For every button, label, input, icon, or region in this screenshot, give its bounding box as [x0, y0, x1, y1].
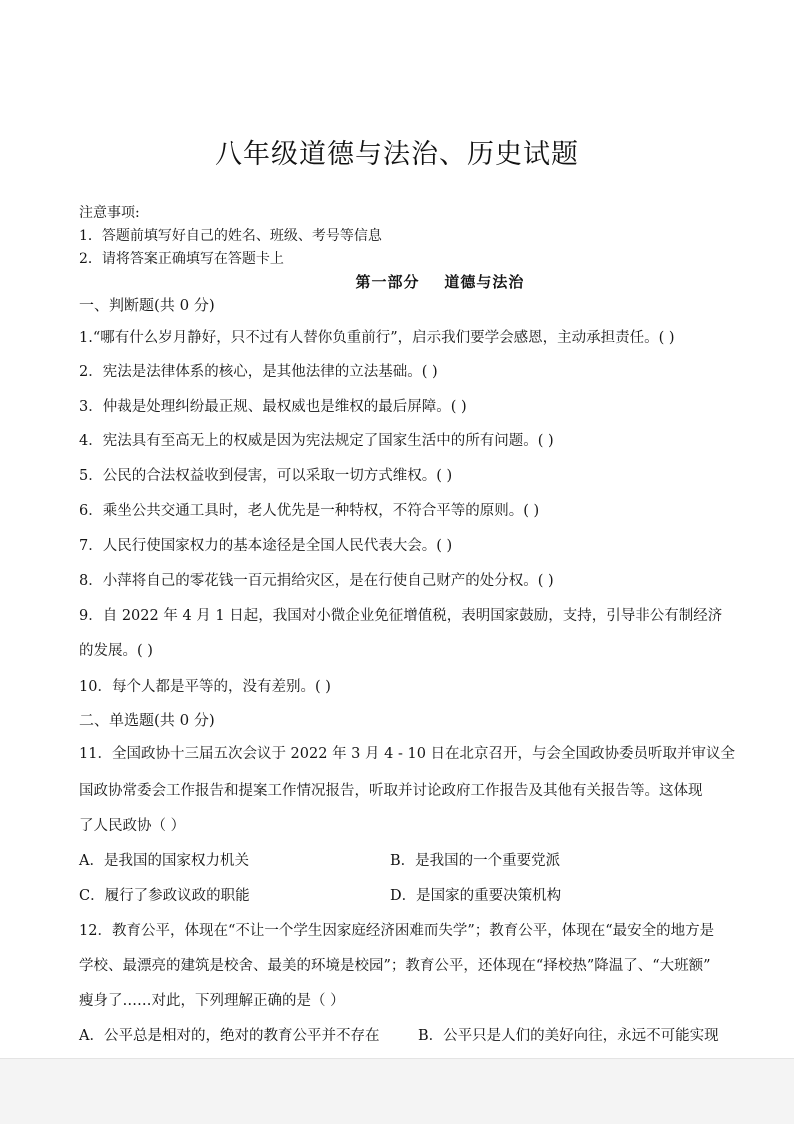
question-7: 7．人民行使国家权力的基本途径是全国人民代表大会。( ): [79, 538, 453, 554]
page-title: 八年级道德与法治、历史试题: [215, 139, 579, 170]
section2-heading: 二、单选题(共 0 分): [79, 711, 215, 729]
question-3: 3．仲裁是处理纠纷最正规、最权威也是维权的最后屏障。( ): [79, 399, 467, 415]
question-10: 10．每个人都是平等的，没有差别。( ): [79, 679, 331, 695]
question-6: 6．乘坐公共交通工具时，老人优先是一种特权，不符合平等的原则。( ): [79, 503, 540, 519]
question-8: 8．小萍将自己的零花钱一百元捐给灾区，是在行使自己财产的处分权。( ): [79, 573, 554, 589]
q11-option-d: D．是国家的重要决策机构: [390, 888, 562, 904]
notice-heading: 注意事项:: [79, 205, 140, 221]
question-9-line-1: 9．自 2022 年 4 月 1 日起，我国对小微企业免征增值税，表明国家鼓励，支持，引导非公有制经济: [79, 608, 723, 624]
question-4: 4．宪法具有至高无上的权威是因为宪法规定了国家生活中的所有问题。( ): [79, 433, 554, 449]
question-5: 5．公民的合法权益收到侵害，可以采取一切方式维权。( ): [79, 468, 453, 484]
section1-heading: 一、判断题(共 0 分): [79, 296, 215, 314]
question-11-line-1: 11．全国政协十三届五次会议于 2022 年 3 月 4 - 10 日在北京召开，与会全国政协委员听取并审议全: [79, 746, 736, 762]
question-11-line-3: 了人民政协（ ）: [79, 818, 186, 834]
part-title: 第一部分 道德与法治: [355, 273, 525, 291]
question-11-line-2: 国政协常委会工作报告和提案工作情况报告，听取并讨论政府工作报告及其他有关报告等。这体现: [79, 783, 703, 799]
question-9-line-2: 的发展。( ): [79, 643, 153, 659]
notice-item-1: 1．答题前填写好自己的姓名、班级、考号等信息: [79, 228, 382, 244]
question-12-line-2: 学校、最漂亮的建筑是校舍、最美的环境是校园”；教育公平，还体现在“择校热”降温了、“大班额”: [79, 958, 711, 974]
q11-option-a: A．是我国的国家权力机关: [79, 853, 249, 869]
question-12-line-3: 瘦身了……对此，下列理解正确的是（ ）: [79, 993, 345, 1009]
question-2: 2．宪法是法律体系的核心，是其他法律的立法基础。( ): [79, 364, 438, 380]
question-1: 1.“哪有什么岁月静好，只不过有人替你负重前行”，启示我们要学会感恩，主动承担责任。( ): [79, 330, 675, 346]
q11-option-b: B．是我国的一个重要党派: [390, 853, 561, 869]
q12-option-b: B．公平只是人们的美好向往，永远不可能实现: [418, 1028, 719, 1044]
q12-option-a: A．公平总是相对的，绝对的教育公平并不存在: [79, 1028, 380, 1044]
notice-item-2: 2．请将答案正确填写在答题卡上: [79, 251, 284, 267]
page-bottom-margin: [0, 1058, 794, 1124]
q11-option-c: C．履行了参政议政的职能: [79, 888, 250, 904]
question-12-line-1: 12．教育公平，体现在“不让一个学生因家庭经济困难而失学”；教育公平，体现在“最安全的地方是: [79, 923, 715, 939]
